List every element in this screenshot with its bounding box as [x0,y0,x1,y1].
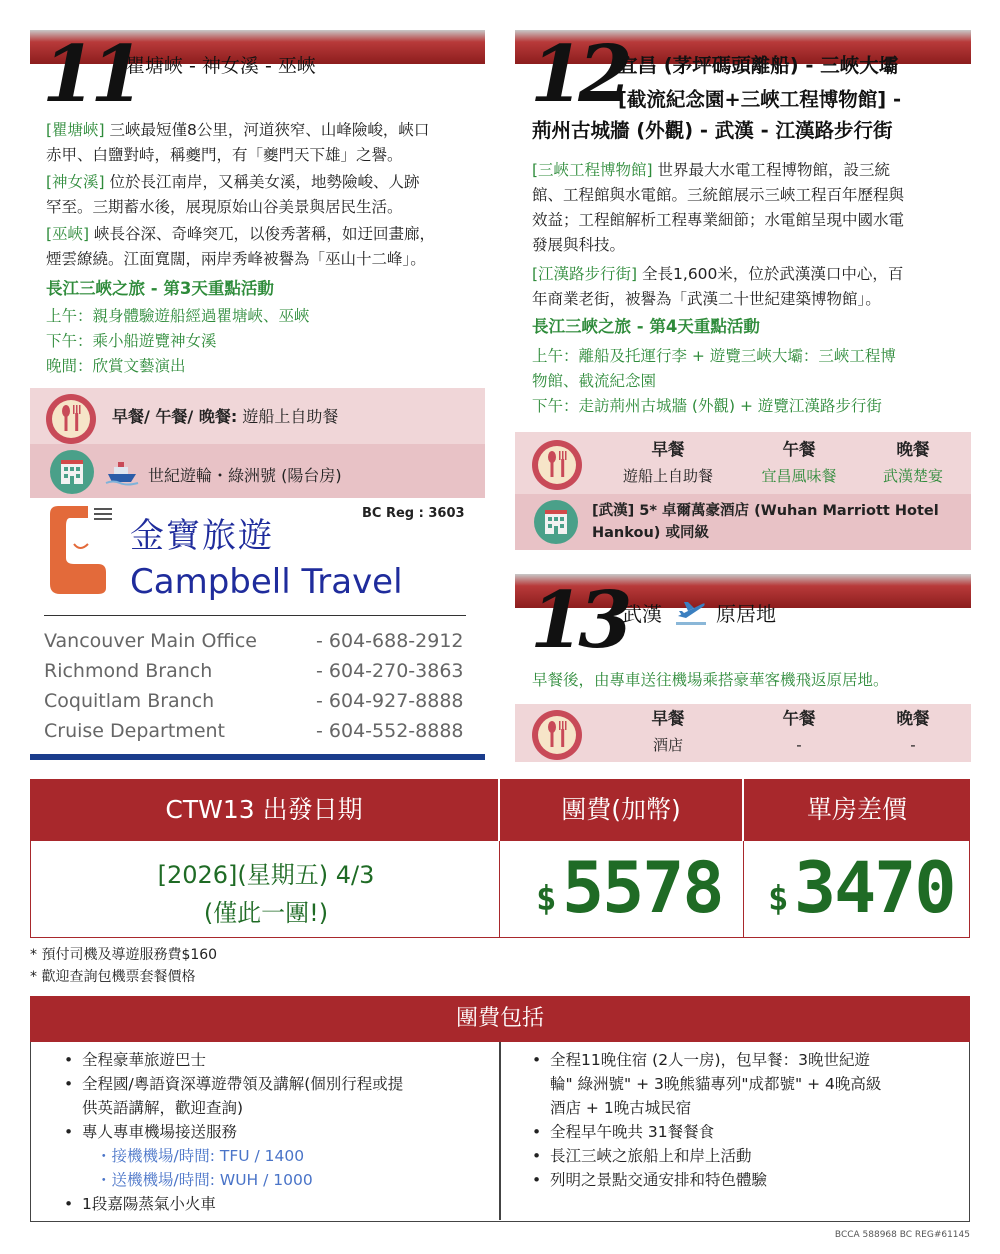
day13-number: 13 [530,575,627,666]
single-supplement: 3470 [794,847,955,929]
utensils-icon [532,710,582,760]
day11-para-wuxia: [巫峽] 峽長谷深、奇峰突兀，以俊秀著稱，如迂回畫廊， 煙雲繚繞。江面寬闊，兩岸秀峰被譽為「巫山十二峰」。 [46,225,436,268]
list-item: • 全程豪華旅遊巴士 [56,1048,496,1072]
utensils-icon [46,394,96,444]
day12-title-line3: 荊州古城牆 (外觀) - 武漢 - 江漢路步行街 [532,119,893,142]
cruise-ship-icon [104,456,140,486]
logo-bottom-rule [30,754,485,760]
utensils-icon [532,440,582,490]
day11-para-shennv: [神女溪] 位於長江南岸，又稱美女溪，地勢險峻、人跡 罕至。三期蓄水後，展現原始山谷美景與居民生活。 [46,173,420,216]
list-item-cont: 酒店 + 1晚古城民宿 [550,1099,692,1117]
day12-lunch: 午餐 宜昌風味餐 [761,440,837,485]
branch-coquitlam: Coquitlam Branch - 604-927-8888 [44,690,464,712]
list-item-cont: 供英語講解，歡迎查詢) [82,1099,244,1117]
day12-number: 12 [530,29,627,120]
day11-highlight-title: 長江三峽之旅 - 第3天重點活動 [46,279,274,298]
branch-richmond: Richmond Branch - 604-270-3863 [44,660,464,682]
day12-hotel: [武漢] 5* 卓爾萬豪酒店 (Wuhan Marriott Hotel Hankou) 或同級 [592,503,939,541]
price-cell: $ 5578 [500,841,744,938]
list-subitem: ・接機機場/時間: TFU / 1400 [96,1147,305,1165]
day13-lunch: 午餐 - [782,709,816,754]
list-subitem: ・送機機場/時間: WUH / 1000 [96,1171,313,1189]
hotel-icon [50,450,94,494]
col-header-price: 團費(加幣) [500,779,744,841]
included-left [56,1048,496,1216]
date-cell: [2026](星期五) 4/3 (僅此一團!) [30,841,500,938]
col-header-single: 單房差價 [744,779,970,841]
day13-title-from: 武漢 [622,602,662,626]
list-item: • 全程早午晚共 31餐餐食 [524,1120,964,1144]
list-item: • 列明之景點交通安排和特色體驗 [524,1168,964,1192]
day12-dinner: 晚餐 武漢楚宴 [882,440,943,485]
day13-dinner: 晚餐 - [896,709,930,754]
footer-reg: BCCA 588968 BC REG#61145 [834,1230,970,1240]
list-item: • 全程國/粵語資深導遊帶領及講解(個別行程或提 [56,1072,496,1096]
list-item: • 全程11晚住宿 (2人一房)，包早餐：3晚世紀遊 [524,1048,964,1072]
logo-name-en: Campbell Travel [130,562,403,602]
single-cell: $ 3470 [744,841,970,938]
day11-meals: 早餐/ 午餐/ 晚餐: 遊船上自助餐 [112,407,339,426]
logo-divider [44,615,466,616]
day11-number: 11 [42,29,139,120]
note-service-fee: * 預付司機及導遊服務費$160 [30,947,218,963]
branch-cruise: Cruise Department - 604-552-8888 [44,720,464,742]
bc-reg: BC Reg : 3603 [362,506,465,521]
logo-name-cn: 金寶旅遊 [130,516,274,556]
list-item: • 專人專車機場接送服務 [56,1120,496,1144]
day13-desc: 早餐後，由專車送往機場乘搭豪華客機飛返原居地。 [532,671,889,689]
tour-price: 5578 [562,847,723,929]
branch-vancouver: Vancouver Main Office - 604-688-2912 [44,630,464,652]
col-header-date: CTW13 出發日期 [30,779,500,841]
included-right [524,1048,964,1192]
list-item: • 1段嘉陽蒸氣小火車 [56,1192,496,1216]
tag-street: [江漢路步行街] [532,265,638,283]
included-title: 團費包括 [30,996,970,1042]
day11-activities: 上午：親身體驗遊船經過瞿塘峽、巫峽 下午：乘小船遊覽神女溪 晚間：欣賞文藝演出 [46,307,310,375]
company-logo [44,504,116,596]
day12-title-line2: [截流紀念園+三峽工程博物館] - [618,88,902,111]
day12-highlight-title: 長江三峽之旅 - 第4天重點活動 [532,317,760,336]
day12-para-street: [江漢路步行街] 全長1,600米，位於武漢漢口中心，百 年商業老街，被譽為「武漢二十世紀建築博物館」。 [532,265,904,308]
day11-hotel: 世紀遊輪・綠洲號 (陽台房) [148,466,342,485]
tag-shennv: [神女溪] [46,173,105,191]
note-package: * 歡迎查詢包機票套餐價格 [30,969,196,985]
airplane-icon [674,596,708,628]
tag-museum: [三峽工程博物館] [532,161,653,179]
list-item-cont: 輪" 綠洲號" + 3晚熊貓專列"成都號" + 4晚高級 [550,1075,882,1093]
day12-activities: 上午：離船及托運行李 + 遊覽三峽大壩：三峽工程博 物館、截流紀念園 下午：走訪荊州古城牆 (外觀) + 遊覽江漢路步行街 [532,347,896,415]
day12-para-museum: [三峽工程博物館] 世界最大水電工程博物館，設三統 館、工程館與水電館。三統館展示三峽工程百年歷程與 效益；工程館解析工程專業細節；水電館呈現中國水電 發展與科技。 [532,161,905,254]
day11-para-qutang: [瞿塘峽] 三峽最短僅8公里，河道狹窄、山峰險峻，峽口 赤甲、白鹽對峙，稱夔門，有「夔門天下雄」之譽。 [46,121,430,164]
hotel-icon [534,500,578,544]
day12-breakfast: 早餐 遊船上自助餐 [622,440,713,485]
included-divider [499,1042,501,1220]
day12-title-line1: 宜昌 (茅坪碼頭離船) - 三峽大壩 [618,54,899,77]
day11-title: 瞿塘峽 - 神女溪 - 巫峽 [126,55,316,77]
day13-breakfast: 早餐 酒店 [651,709,685,754]
day13-title-to: 原居地 [716,602,776,626]
tag-qutang: [瞿塘峽] [46,121,105,139]
tag-wuxia: [巫峽] [46,225,90,243]
list-item: • 長江三峽之旅船上和岸上活動 [524,1144,964,1168]
